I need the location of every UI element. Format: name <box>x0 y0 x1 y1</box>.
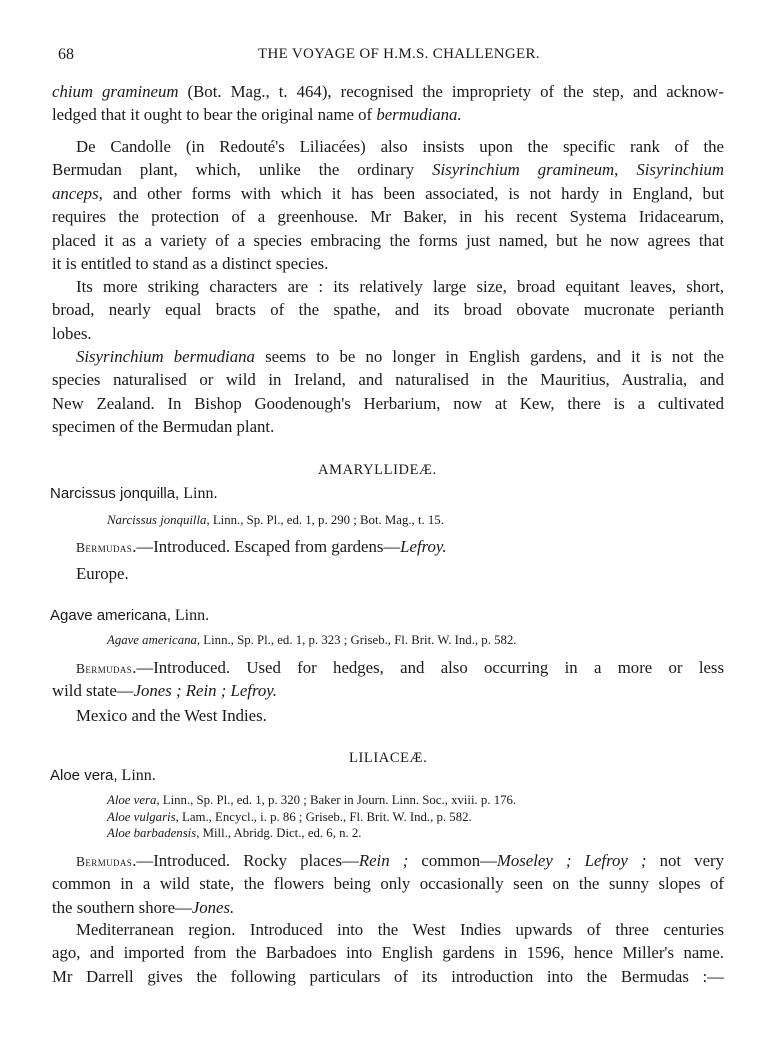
species-name: Agave americana, <box>50 607 171 624</box>
locality-aloe-cont <box>52 872 724 919</box>
family-heading-amaryllideae: AMARYLLIDEÆ. <box>318 462 437 478</box>
text-line: Its more striking characters are : its relatively large size, broad equitant leaves, short, <box>76 277 724 296</box>
locality-label: Bermudas <box>76 661 133 676</box>
citation-species: Aloe vera <box>107 793 157 807</box>
species-author: Linn. <box>117 767 156 784</box>
citation-text: , Lam., Encycl., i. p. 86 ; Griseb., Fl. Brit. W. Ind., p. 582. <box>175 809 472 824</box>
text-run: .—Introduced. Escaped from gardens— <box>132 537 401 556</box>
page-number: 68 <box>58 46 74 63</box>
species-heading-agave <box>50 607 209 625</box>
text-run: , <box>614 160 637 180</box>
text-line <box>52 80 724 103</box>
range-agave: Mexico and the West Indies. <box>76 706 267 725</box>
text-line: it is entitled to stand as a distinct species. <box>52 254 329 274</box>
citation-line <box>107 792 516 809</box>
text-line <box>76 656 724 680</box>
text-run: wild state— <box>52 681 134 701</box>
text-line: common in a wild state, the flowers being only occasionally seen on the sunny slopes of <box>52 874 724 894</box>
text-run: common— <box>408 851 497 870</box>
species-name-italic: Sisyrinchium gramineum <box>432 160 615 180</box>
text-line: broad, nearly equal bracts of the spathe, and its broad obovate mucronate perianth <box>52 300 724 320</box>
text-run: ledged that it ought to bear the original name of <box>52 105 377 125</box>
citation-species: Aloe barbadensis <box>107 826 197 840</box>
species-name-italic: chium gramineum <box>52 82 179 101</box>
paragraph-mediterranean-body <box>52 941 724 988</box>
paragraph-mediterranean <box>76 918 724 941</box>
collector-name: Lefroy. <box>400 537 447 556</box>
species-name-italic: Sisyrinchium <box>636 160 724 180</box>
citation-line <box>107 512 444 529</box>
citation-aloe <box>107 792 516 842</box>
locality-narcissus <box>76 537 447 557</box>
species-author: Linn. <box>179 485 218 502</box>
text-line: species naturalised or wild in Ireland, and naturalised in the Mauritius, Australia, and <box>52 370 724 390</box>
text-run: seems to be no longer in English gardens, and it is not the <box>254 347 724 366</box>
family-heading-liliaceae: LILIACEÆ. <box>349 750 428 766</box>
text-run: not very <box>646 851 724 870</box>
text-run: , and other forms with which it has been associated, is not hardy in England, but <box>98 183 724 203</box>
paragraph-characters <box>76 275 724 298</box>
text-line <box>52 103 724 126</box>
locality-aloe <box>76 849 724 873</box>
paragraph-gardens-body <box>52 368 724 438</box>
collector-name: Rein ; <box>358 851 409 870</box>
text-line <box>76 345 724 368</box>
text-line: New Zealand. In Bishop Goodenough's Herbarium, now at Kew, there is a cultivated <box>52 393 724 413</box>
paragraph-continuation <box>52 80 724 127</box>
text-line: ago, and imported from the Barbadoes into English gardens in 1596, hence Miller's name. <box>52 943 724 963</box>
citation-line <box>107 632 516 649</box>
paragraph-de-candolle-body <box>52 158 724 275</box>
species-heading-aloe <box>50 767 156 785</box>
species-author: Linn. <box>170 607 210 624</box>
collector-name: Moseley ; Lefroy ; <box>496 851 647 870</box>
text-line: Mr Darrell gives the following particulars of its introduction into the Bermudas :— <box>52 966 724 986</box>
text-line <box>76 849 724 873</box>
text-line: specimen of the Bermudan plant. <box>52 417 275 437</box>
citation-text: , Linn., Sp. Pl., ed. 1, p. 290 ; Bot. Mag., t. 15. <box>206 513 444 527</box>
citation-species: Agave americana <box>107 633 197 647</box>
species-name: Narcissus jonquilla, <box>50 485 180 502</box>
text-run: .—Introduced. Rocky places— <box>132 851 359 870</box>
text-line: requires the protection of a greenhouse. Mr Baker, in his recent Systema Iridacearum, <box>52 207 724 227</box>
text-line <box>52 182 724 205</box>
text-line: lobes. <box>52 323 92 343</box>
locality-label: Bermudas <box>76 540 133 555</box>
text-run: Bermudan plant, which, unlike the ordinary <box>52 160 433 180</box>
running-head: THE VOYAGE OF H.M.S. CHALLENGER. <box>258 46 540 62</box>
species-name-italic: anceps <box>52 183 99 203</box>
citation-text: , Linn., Sp. Pl., ed. 1, p. 320 ; Baker in Journ. Linn. Soc., xviii. p. 176. <box>156 793 517 807</box>
text-line <box>52 158 724 181</box>
citation-narcissus <box>107 512 444 529</box>
collector-name: Jones. <box>191 897 235 917</box>
text-line: placed it as a variety of a species embracing the forms just named, but he now agrees that <box>52 230 724 250</box>
paragraph-gardens <box>76 345 724 368</box>
range-narcissus: Europe. <box>76 564 129 583</box>
text-line <box>52 896 724 919</box>
locality-agave <box>76 656 724 680</box>
page-header <box>58 46 726 66</box>
text-line: Mediterranean region. Introduced into the West Indies upwards of three centuries <box>76 920 724 939</box>
species-name-italic: bermudiana. <box>376 105 462 125</box>
citation-agave <box>107 632 516 649</box>
citation-line <box>107 825 516 842</box>
text-line: De Candolle (in Redouté's Liliacées) also insists upon the specific rank of the <box>76 137 724 156</box>
locality-agave-cont <box>52 679 724 702</box>
citation-text: , Linn., Sp. Pl., ed. 1, p. 323 ; Griseb., Fl. Brit. W. Ind., p. 582. <box>196 633 517 647</box>
paragraph-de-candolle <box>76 135 724 158</box>
text-run: (Bot. Mag., t. 464), recognised the impropriety of the step, and acknow- <box>178 82 724 101</box>
collector-name: Jones ; Rein ; Lefroy. <box>133 681 277 701</box>
paragraph-characters-body <box>52 298 724 345</box>
text-line <box>52 679 724 702</box>
species-name-italic: Sisyrinchium bermudiana <box>76 347 255 366</box>
citation-species: Aloe vulgaris <box>107 809 176 824</box>
citation-line <box>107 809 516 826</box>
locality-label: Bermudas <box>76 854 133 869</box>
species-heading-narcissus <box>50 485 217 503</box>
citation-text: , Mill., Abridg. Dict., ed. 6, n. 2. <box>196 826 362 840</box>
text-run: .—Introduced. Used for hedges, and also occurring in a more or less <box>132 658 724 677</box>
text-run: the southern shore— <box>52 897 192 917</box>
citation-species: Narcissus jonquilla <box>107 513 207 527</box>
species-name: Aloe vera, <box>50 767 118 784</box>
